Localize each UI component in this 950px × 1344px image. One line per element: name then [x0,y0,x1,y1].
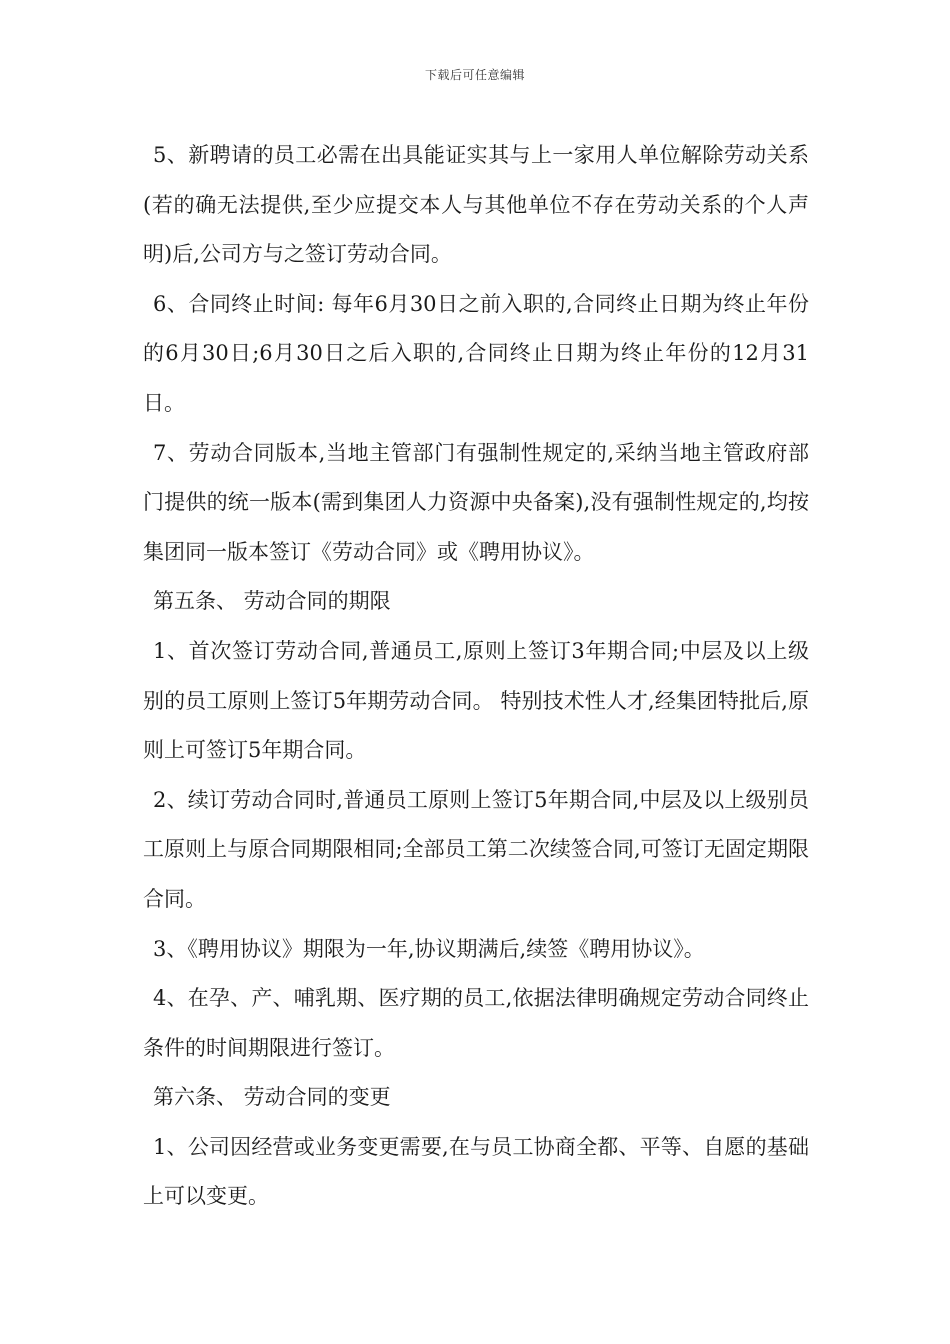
paragraph-clause-7: 7、劳动合同版本,当地主管部门有强制性规定的,采纳当地主管政府部门提供的统一版本(需到集团人力资源中央备案),没有强制性规定的,均按集团同一版本签订《劳动合同》或《聘用协议》。 [143,440,809,564]
page-header: 下载后可任意编辑 [424,68,525,82]
paragraph-term-2: 2、续订劳动合同时,普通员工原则上签订5年期合同,中层及以上级别员工原则上与原合同期限相同;全部员工第二次续签合同,可签订无固定期限合同。 [143,787,809,911]
section-heading-article-6: 第六条、 劳动合同的变更 [153,1085,391,1110]
paragraph-clause-5: 5、新聘请的员工必需在出具能证实其与上一家用人单位解除劳动关系(若的确无法提供,至少应提交本人与其他单位不存在劳动关系的个人声明)后,公司方与之签订劳动合同。 [143,143,809,267]
document-body [143,131,809,1222]
paragraph-term-1: 1、首次签订劳动合同,普通员工,原则上签订3年期合同;中层及以上级别的员工原则上签订5年期劳动合同。 特别技术性人才,经集团特批后,原则上可签订5年期合同。 [143,638,809,763]
paragraph-term-3: 3、《聘用协议》期限为一年,协议期满后,续签《聘用协议》。 [153,936,705,961]
paragraph-clause-6: 6、合同终止时间: 每年6月30日之前入职的,合同终止日期为终止年份的6月30日;6月30日之后入职的,合同终止日期为终止年份的12月31日。 [143,291,809,415]
paragraph-term-4: 4、在孕、产、哺乳期、医疗期的员工,依据法律明确规定劳动合同终止条件的时间期限进行签订。 [143,986,809,1060]
section-heading-article-5: 第五条、 劳动合同的期限 [153,589,391,614]
paragraph-change-1: 1、公司因经营或业务变更需要,在与员工协商全都、平等、自愿的基础上可以变更。 [143,1134,809,1209]
